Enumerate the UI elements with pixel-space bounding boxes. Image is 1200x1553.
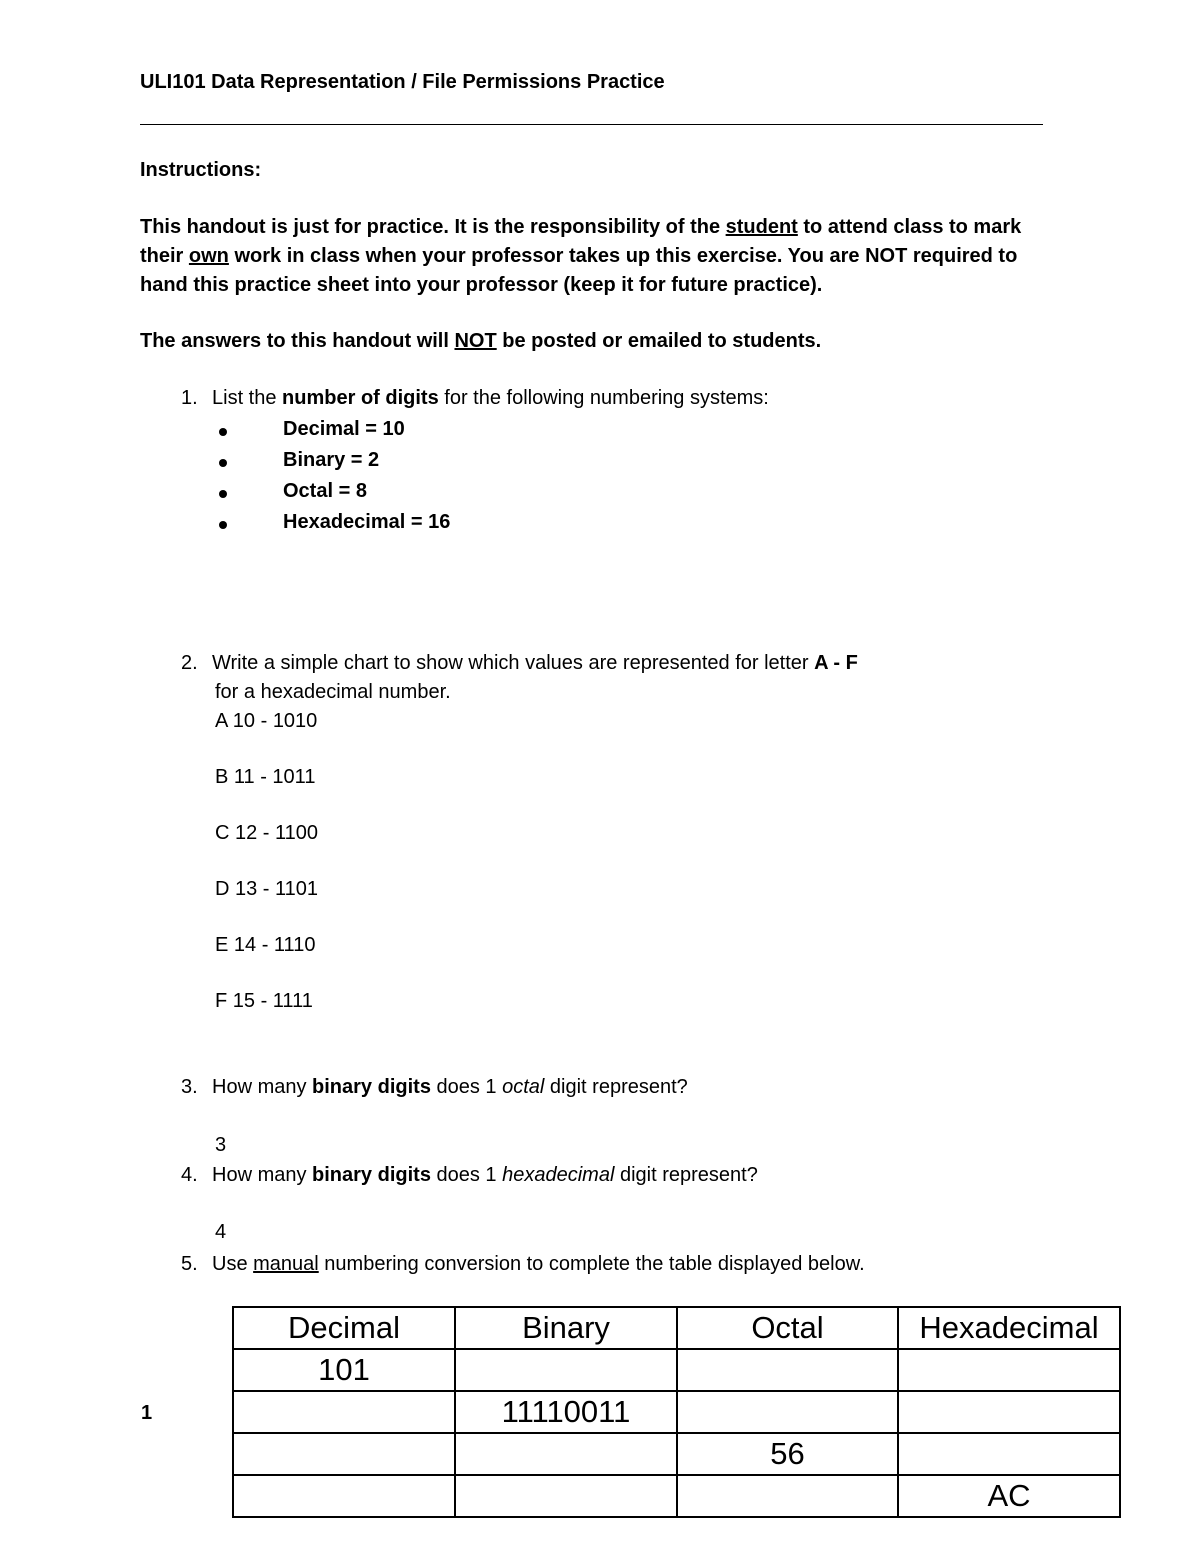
bullet-item: Binary = 2 (283, 449, 380, 471)
question-1-number: 1. (181, 387, 198, 409)
underlined-word: manual (253, 1253, 319, 1275)
question-3-number: 3. (181, 1076, 198, 1098)
table-cell[interactable] (898, 1433, 1120, 1475)
bold-text: binary digits (312, 1076, 431, 1098)
table-row (233, 1349, 1120, 1391)
table-cell[interactable] (233, 1433, 455, 1475)
bold-text: binary digits (312, 1164, 431, 1186)
text-segment: How many (212, 1076, 313, 1098)
question-3-answer: 3 (215, 1134, 227, 1156)
underlined-word: NOT (454, 330, 497, 352)
table-cell[interactable] (898, 1391, 1120, 1433)
text-segment: List the (212, 387, 283, 409)
question-3-text (212, 1076, 688, 1099)
answer-line: D 13 - 1101 (215, 878, 319, 900)
table-cell[interactable] (455, 1349, 677, 1391)
text-segment: for the following numbering systems: (438, 387, 769, 409)
answer-line: C 12 - 1100 (215, 822, 319, 844)
table-row (233, 1475, 1120, 1517)
table-header-cell: Hexadecimal (898, 1307, 1120, 1349)
table-cell[interactable] (677, 1475, 898, 1517)
answer-line: A 10 - 1010 (215, 710, 318, 732)
page-number: 1 (141, 1402, 153, 1424)
table-cell[interactable] (233, 1391, 455, 1433)
table-cell[interactable] (455, 1433, 677, 1475)
text-segment: digit represent? (544, 1076, 688, 1098)
title-divider (140, 124, 1043, 125)
table-cell[interactable]: 101 (233, 1349, 455, 1391)
table-header-cell: Decimal (233, 1307, 455, 1349)
question-2-text (212, 652, 858, 675)
table-cell[interactable] (677, 1349, 898, 1391)
text-segment: work in class when your professor takes up this exercise. You are NOT required to (228, 245, 1018, 267)
text-segment: does 1 (430, 1164, 503, 1186)
question-4-number: 4. (181, 1164, 198, 1186)
bold-text: A - F (814, 652, 858, 674)
answer-line: F 15 - 1111 (215, 990, 313, 1012)
underlined-word: own (188, 245, 229, 267)
table-cell[interactable]: AC (898, 1475, 1120, 1517)
text-segment: their (140, 245, 189, 267)
question-2-text-line-2: for a hexadecimal number. (215, 681, 451, 703)
bullet-icon (219, 459, 227, 467)
instructions-paragraph-line-1 (140, 216, 1021, 239)
instructions-paragraph-line-3: hand this practice sheet into your professor (keep it for future practice). (140, 274, 823, 296)
question-4-text (212, 1164, 758, 1187)
underlined-word: student (725, 216, 798, 238)
answer-line: E 14 - 1110 (215, 934, 316, 956)
text-segment: digit represent? (614, 1164, 758, 1186)
table-cell[interactable] (455, 1475, 677, 1517)
bullet-item: Hexadecimal = 16 (283, 511, 451, 533)
text-segment: The answers to this handout will (140, 330, 455, 352)
table-cell[interactable]: 11110011 (455, 1391, 677, 1433)
bullet-item: Octal = 8 (283, 480, 367, 502)
question-2-number: 2. (181, 652, 198, 674)
bullet-icon (219, 521, 227, 529)
text-segment: Write a simple chart to show which values are represented for letter (212, 652, 815, 674)
table-row (233, 1391, 1120, 1433)
question-5-text (212, 1253, 865, 1276)
text-segment: does 1 (430, 1076, 503, 1098)
table-cell[interactable] (898, 1349, 1120, 1391)
table-header-cell: Octal (677, 1307, 898, 1349)
table-row (233, 1433, 1120, 1475)
bullet-icon (219, 428, 227, 436)
bold-text: number of digits (282, 387, 439, 409)
italic-text: octal (502, 1076, 545, 1098)
answers-notice (140, 330, 821, 353)
question-1-text (212, 387, 769, 410)
table-header-cell: Binary (455, 1307, 677, 1349)
text-segment: How many (212, 1164, 313, 1186)
text-segment: This handout is just for practice. It is the responsibility of the (140, 216, 726, 238)
text-segment: be posted or emailed to students. (496, 330, 822, 352)
conversion-table (232, 1306, 1121, 1518)
answer-line: B 11 - 1011 (215, 766, 316, 788)
italic-text: hexadecimal (502, 1164, 615, 1186)
instructions-paragraph-line-2 (140, 245, 1017, 268)
bullet-item: Decimal = 10 (283, 418, 405, 440)
table-cell[interactable] (677, 1391, 898, 1433)
text-segment: to attend class to mark (797, 216, 1022, 238)
instructions-heading: Instructions: (140, 159, 262, 181)
question-4-answer: 4 (215, 1221, 227, 1243)
question-5-number: 5. (181, 1253, 198, 1275)
text-segment: numbering conversion to complete the table displayed below. (318, 1253, 865, 1275)
bullet-icon (219, 490, 227, 498)
document-title: ULI101 Data Representation / File Permissions Practice (140, 71, 665, 93)
table-header-row (233, 1307, 1120, 1349)
text-segment: Use (212, 1253, 254, 1275)
table-cell[interactable]: 56 (677, 1433, 898, 1475)
table-cell[interactable] (233, 1475, 455, 1517)
